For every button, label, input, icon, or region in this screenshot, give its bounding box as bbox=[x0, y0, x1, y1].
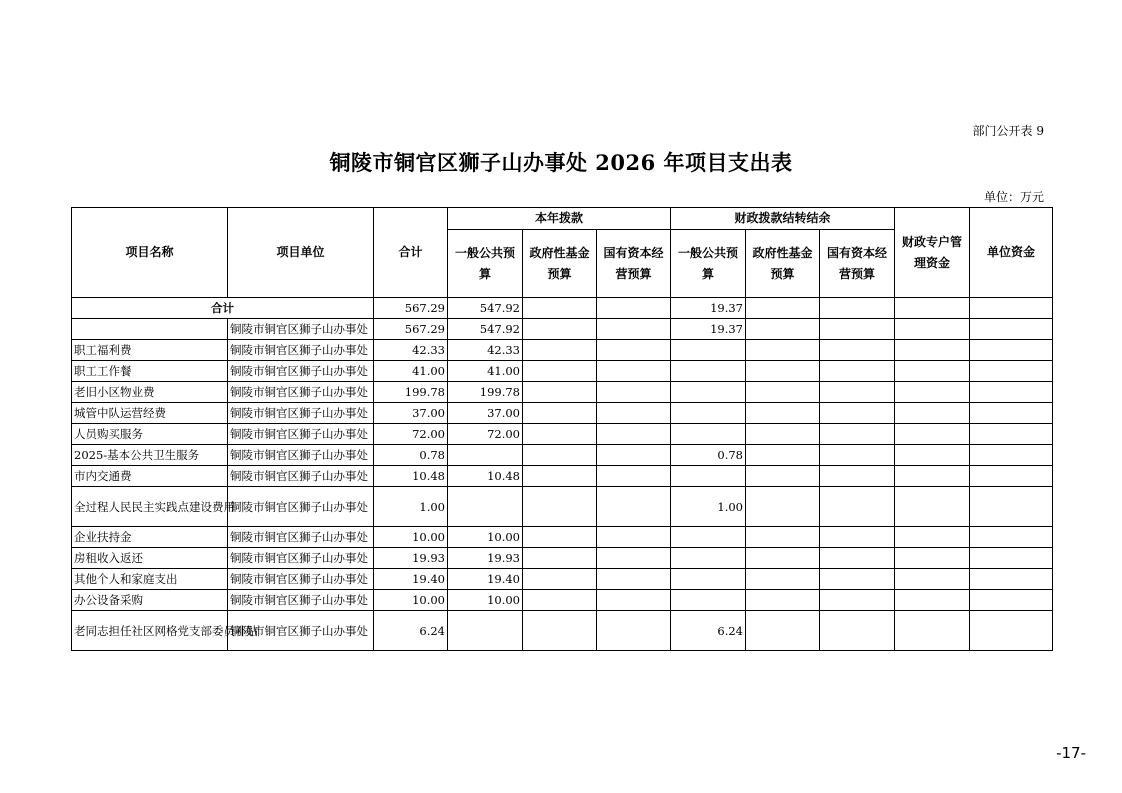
row-carry-general: 1.00 bbox=[671, 487, 746, 527]
row-name: 房租收入返还 bbox=[72, 548, 228, 569]
col-carry-general-public: 一般公共预算 bbox=[671, 230, 746, 298]
row-general-public: 199.78 bbox=[448, 382, 523, 403]
row-carry-general bbox=[671, 403, 746, 424]
col-project-unit: 项目单位 bbox=[228, 208, 374, 298]
row-total: 10.48 bbox=[374, 466, 448, 487]
project-expenditure-table bbox=[71, 207, 1053, 651]
table-row bbox=[72, 527, 1053, 548]
row-unit: 铜陵市铜官区狮子山办事处 bbox=[228, 319, 374, 340]
table-row bbox=[72, 319, 1053, 340]
col-total: 合计 bbox=[374, 208, 448, 298]
row-carry-general bbox=[671, 466, 746, 487]
row-unit: 铜陵市铜官区狮子山办事处 bbox=[228, 487, 374, 527]
row-name: 职工工作餐 bbox=[72, 361, 228, 382]
total-row-general-public: 547.92 bbox=[448, 298, 523, 319]
table-row bbox=[72, 382, 1053, 403]
col-project-name: 项目名称 bbox=[72, 208, 228, 298]
row-general-public: 19.40 bbox=[448, 569, 523, 590]
row-unit: 铜陵市铜官区狮子山办事处 bbox=[228, 611, 374, 651]
row-general-public: 547.92 bbox=[448, 319, 523, 340]
row-carry-general bbox=[671, 590, 746, 611]
row-name: 全过程人民民主实践点建设费用 bbox=[72, 487, 228, 527]
row-carry-general bbox=[671, 361, 746, 382]
row-unit: 铜陵市铜官区狮子山办事处 bbox=[228, 569, 374, 590]
row-name: 人员购买服务 bbox=[72, 424, 228, 445]
row-general-public bbox=[448, 611, 523, 651]
row-general-public bbox=[448, 487, 523, 527]
table-row bbox=[72, 340, 1053, 361]
row-name: 职工福利费 bbox=[72, 340, 228, 361]
col-unit-funds: 单位资金 bbox=[970, 208, 1053, 298]
row-total: 19.40 bbox=[374, 569, 448, 590]
row-total: 199.78 bbox=[374, 382, 448, 403]
row-carry-general: 6.24 bbox=[671, 611, 746, 651]
col-carry-state-capital: 国有资本经营预算 bbox=[820, 230, 895, 298]
row-total: 1.00 bbox=[374, 487, 448, 527]
table-row bbox=[72, 569, 1053, 590]
page-number: -17- bbox=[1056, 744, 1086, 762]
col-gov-fund: 政府性基金预算 bbox=[523, 230, 597, 298]
row-total: 42.33 bbox=[374, 340, 448, 361]
row-unit: 铜陵市铜官区狮子山办事处 bbox=[228, 340, 374, 361]
col-group-current-year: 本年拨款 bbox=[448, 208, 671, 230]
row-carry-general bbox=[671, 527, 746, 548]
row-carry-general bbox=[671, 340, 746, 361]
row-unit: 铜陵市铜官区狮子山办事处 bbox=[228, 424, 374, 445]
row-total: 0.78 bbox=[374, 445, 448, 466]
total-row bbox=[72, 298, 1053, 319]
row-total: 19.93 bbox=[374, 548, 448, 569]
table-row bbox=[72, 424, 1053, 445]
table-row bbox=[72, 590, 1053, 611]
form-number: 部门公开表 9 bbox=[972, 124, 1044, 138]
col-state-capital: 国有资本经营预算 bbox=[597, 230, 671, 298]
page-title: 铜陵市铜官区狮子山办事处 2026 年项目支出表 bbox=[329, 150, 793, 175]
row-name: 老同志担任社区网格党支部委员补贴 bbox=[72, 611, 228, 651]
col-group-carryover: 财政拨款结转结余 bbox=[671, 208, 895, 230]
col-general-public: 一般公共预算 bbox=[448, 230, 523, 298]
row-name: 市内交通费 bbox=[72, 466, 228, 487]
table-row bbox=[72, 548, 1053, 569]
row-general-public: 10.48 bbox=[448, 466, 523, 487]
row-unit: 铜陵市铜官区狮子山办事处 bbox=[228, 445, 374, 466]
row-general-public: 41.00 bbox=[448, 361, 523, 382]
row-unit: 铜陵市铜官区狮子山办事处 bbox=[228, 382, 374, 403]
row-name: 老旧小区物业费 bbox=[72, 382, 228, 403]
total-row-label: 合计 bbox=[72, 298, 374, 319]
row-general-public: 42.33 bbox=[448, 340, 523, 361]
table-row bbox=[72, 466, 1053, 487]
row-carry-general bbox=[671, 569, 746, 590]
total-row-total: 567.29 bbox=[374, 298, 448, 319]
table-row bbox=[72, 611, 1053, 651]
row-unit: 铜陵市铜官区狮子山办事处 bbox=[228, 590, 374, 611]
row-unit: 铜陵市铜官区狮子山办事处 bbox=[228, 403, 374, 424]
row-total: 6.24 bbox=[374, 611, 448, 651]
row-carry-general: 19.37 bbox=[671, 319, 746, 340]
row-total: 41.00 bbox=[374, 361, 448, 382]
row-general-public bbox=[448, 445, 523, 466]
row-carry-general: 0.78 bbox=[671, 445, 746, 466]
row-total: 72.00 bbox=[374, 424, 448, 445]
row-unit: 铜陵市铜官区狮子山办事处 bbox=[228, 361, 374, 382]
table-row bbox=[72, 487, 1053, 527]
row-total: 10.00 bbox=[374, 527, 448, 548]
row-name: 办公设备采购 bbox=[72, 590, 228, 611]
row-unit: 铜陵市铜官区狮子山办事处 bbox=[228, 527, 374, 548]
row-total: 567.29 bbox=[374, 319, 448, 340]
col-carry-gov-fund: 政府性基金预算 bbox=[746, 230, 820, 298]
row-name: 其他个人和家庭支出 bbox=[72, 569, 228, 590]
row-total: 37.00 bbox=[374, 403, 448, 424]
row-name: 企业扶持金 bbox=[72, 527, 228, 548]
row-carry-general bbox=[671, 548, 746, 569]
row-general-public: 37.00 bbox=[448, 403, 523, 424]
row-general-public: 10.00 bbox=[448, 590, 523, 611]
row-general-public: 19.93 bbox=[448, 548, 523, 569]
table-row bbox=[72, 403, 1053, 424]
row-unit: 铜陵市铜官区狮子山办事处 bbox=[228, 548, 374, 569]
table-row bbox=[72, 361, 1053, 382]
row-name: 城管中队运营经费 bbox=[72, 403, 228, 424]
col-special-mgmt: 财政专户管理资金 bbox=[895, 208, 970, 298]
row-unit: 铜陵市铜官区狮子山办事处 bbox=[228, 466, 374, 487]
row-general-public: 72.00 bbox=[448, 424, 523, 445]
table-row bbox=[72, 445, 1053, 466]
row-total: 10.00 bbox=[374, 590, 448, 611]
unit-label: 单位：万元 bbox=[983, 190, 1044, 204]
row-carry-general bbox=[671, 382, 746, 403]
row-name: 2025-基本公共卫生服务 bbox=[72, 445, 228, 466]
total-row-carry-general: 19.37 bbox=[671, 298, 746, 319]
row-name bbox=[72, 319, 228, 340]
row-general-public: 10.00 bbox=[448, 527, 523, 548]
row-carry-general bbox=[671, 424, 746, 445]
